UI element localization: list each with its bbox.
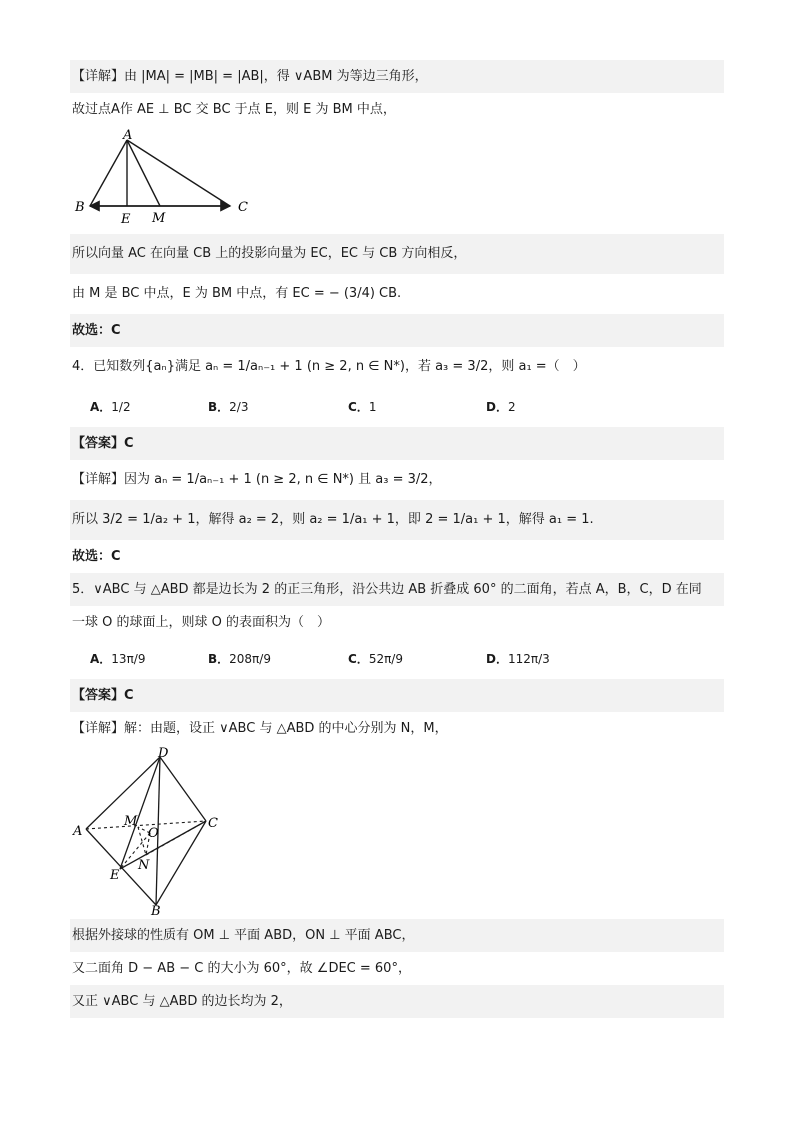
- q5-option-b[interactable]: B．208π/9: [208, 652, 271, 666]
- label-o: O: [148, 826, 159, 841]
- q5-option-c[interactable]: C．52π/9: [348, 652, 403, 666]
- answer-line: 【答案】C: [70, 679, 724, 712]
- q4-option-b[interactable]: B．2/3: [208, 400, 249, 414]
- question-5-options: [70, 639, 724, 679]
- solution-line: 【详解】因为 aₙ = 1/aₙ₋₁ + 1 (n ≥ 2, n ∈ N*) 且 a₃ = 3/2，: [72, 472, 442, 487]
- q5-option-d[interactable]: D．112π/3: [486, 652, 550, 666]
- label-m: M: [124, 814, 138, 829]
- solution-line: 又二面角 D − AB − C 的大小为 60°，故 ∠DEC = 60°，: [72, 961, 411, 976]
- figure-tetrahedron: [70, 747, 724, 917]
- question-5-stem-2: 一球 O 的球面上，则球 O 的表面积为（ ）: [72, 615, 330, 630]
- label-c: C: [208, 816, 218, 831]
- tetrahedron-diagram: [72, 747, 220, 915]
- label-a: A: [73, 824, 83, 839]
- solution-line: 根据外接球的性质有 OM ⊥ 平面 ABD，ON ⊥ 平面 ABC，: [70, 919, 724, 952]
- answer-choice-line: 故选：C: [72, 549, 121, 564]
- solution-line: 故过点A作 AE ⊥ BC 交 BC 于点 E，则 E 为 BM 中点，: [72, 102, 396, 117]
- label-e: E: [110, 868, 120, 883]
- question-5-stem-1: 5．∨ABC 与 △ABD 都是边长为 2 的正三角形，沿公共边 AB 折叠成 60° 的二面角，若点 A，B，C，D 在同: [70, 573, 724, 606]
- q4-option-c[interactable]: C．1: [348, 400, 377, 414]
- label-e: E: [121, 212, 131, 227]
- q4-option-d[interactable]: D．2: [486, 400, 516, 414]
- label-n: N: [138, 858, 150, 873]
- q4-option-a[interactable]: A．1/2: [90, 400, 131, 414]
- label-b: B: [151, 904, 161, 915]
- solution-line: 【详解】由 |MA| = |MB| = |AB|，得 ∨ABM 为等边三角形，: [70, 60, 724, 93]
- solution-line: 所以向量 AC 在向量 CB 上的投影向量为 EC，EC 与 CB 方向相反，: [70, 234, 724, 274]
- label-b: B: [75, 200, 85, 215]
- q5-option-a[interactable]: A．13π/9: [90, 652, 146, 666]
- question-4-stem: 4．已知数列{aₙ}满足 aₙ = 1/aₙ₋₁ + 1 (n ≥ 2, n ∈ N*)，若 a₃ = 3/2，则 a₁ =（ ）: [72, 359, 586, 374]
- label-c: C: [238, 200, 248, 215]
- label-d: D: [158, 747, 169, 761]
- triangle-diagram: [72, 128, 252, 228]
- solution-line: 由 M 是 BC 中点，E 为 BM 中点，有 EC = − (3/4) CB.: [72, 286, 402, 301]
- figure-triangle-abc: [70, 128, 724, 232]
- label-a: A: [123, 128, 133, 143]
- solution-line: 【详解】解：由题，设正 ∨ABC 与 △ABD 的中心分别为 N，M，: [72, 721, 448, 736]
- solution-line: 又正 ∨ABC 与 △ABD 的边长均为 2，: [70, 985, 724, 1018]
- page-content: [70, 60, 724, 1018]
- label-m: M: [152, 211, 166, 226]
- answer-line: 【答案】C: [70, 427, 724, 460]
- question-4-options: [70, 387, 724, 427]
- answer-choice-line: 故选：C: [70, 314, 724, 347]
- solution-line: 所以 3/2 = 1/a₂ + 1，解得 a₂ = 2，则 a₂ = 1/a₁ + 1，即 2 = 1/a₁ + 1，解得 a₁ = 1.: [70, 500, 724, 540]
